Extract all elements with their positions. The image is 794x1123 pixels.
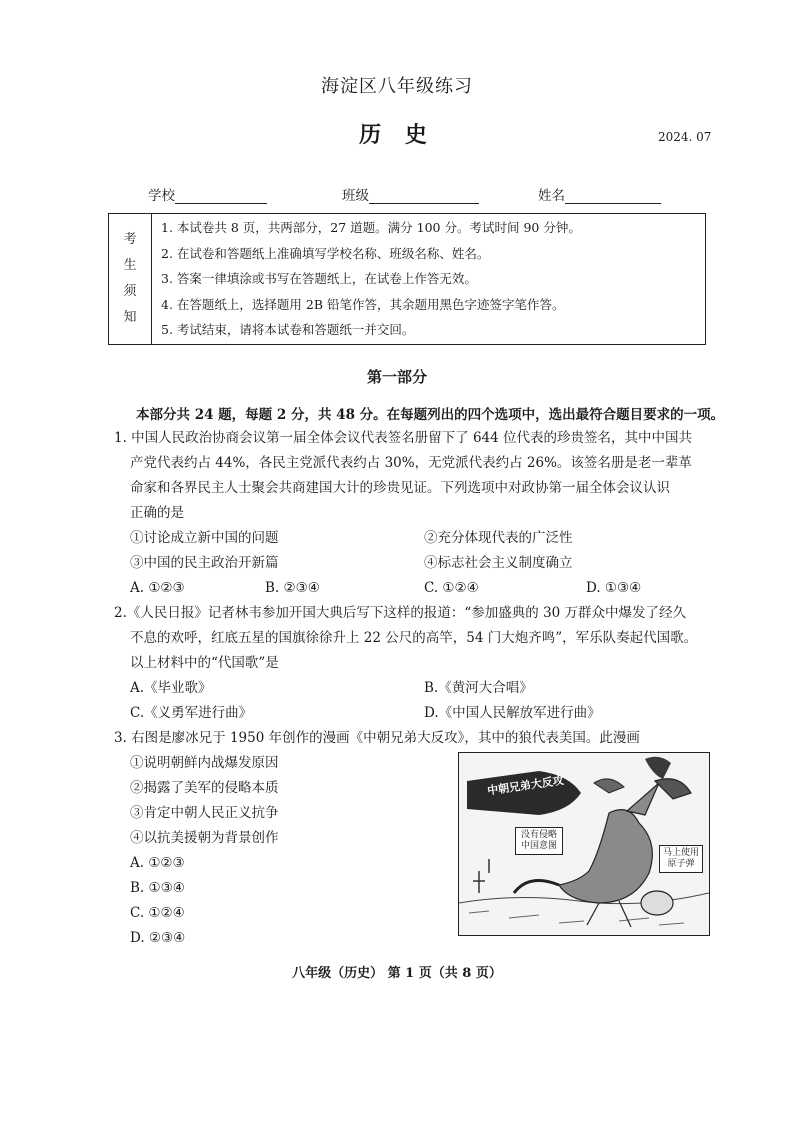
q1-line: 1. 中国人民政治协商会议第一届全体会议代表签名册留下了 644 位代表的珍贵签名，其中中国共 <box>114 430 693 446</box>
q1-statement: ①讨论成立新中国的问题 <box>130 530 279 546</box>
q2-option-d[interactable]: D.《中国人民解放军进行曲》 <box>424 705 601 721</box>
class-blank <box>369 189 479 204</box>
part-intro: 本部分共 24 题，每题 2 分，共 48 分。在每题列出的四个选项中，选出最符合题目要求的一项。 <box>136 407 725 423</box>
q3-statement: ③肯定中朝人民正义抗争 <box>130 805 279 821</box>
class-field <box>342 184 479 204</box>
school-blank <box>175 189 267 204</box>
q3-option-a[interactable]: A. ①②③ <box>130 855 185 871</box>
q3-stem: 3. 右图是廖冰兄于 1950 年创作的漫画《中朝兄弟大反攻》，其中的狼代表美国。此漫画 <box>114 730 640 746</box>
exam-date: 2024. 07 <box>658 130 712 144</box>
q2-line: 不息的欢呼，红底五星的国旗徐徐升上 22 公尺的高竿，54 门大炮齐鸣”，军乐队奏起代国歌。 <box>130 630 698 646</box>
helmet-shape <box>594 779 624 793</box>
school-field <box>148 184 267 204</box>
name-label: 姓名 <box>538 188 565 204</box>
q3-option-c[interactable]: C. ①②④ <box>130 905 185 921</box>
notice-side-label: 考 生 须 知 <box>109 214 152 345</box>
q2-line: 2.《人民日报》记者林韦参加开国大典后写下这样的报道：“参加盛典的 30 万群众中爆发了经久 <box>114 605 687 621</box>
q3-statement: ②揭露了美军的侵略本质 <box>130 780 279 796</box>
q1-option-c[interactable]: C. ①②④ <box>424 580 479 596</box>
exam-title: 海淀区八年级练习 <box>321 76 473 97</box>
tag-atomic-bomb: 马上使用原子弹 <box>659 845 703 873</box>
notice-items <box>152 214 706 345</box>
q2-option-b[interactable]: B.《黄河大合唱》 <box>424 680 533 696</box>
class-label: 班级 <box>342 188 369 204</box>
q1-option-a[interactable]: A. ①②③ <box>130 580 185 596</box>
subject-title: 历 史 <box>359 122 435 148</box>
q1-statement: ③中国的民主政治开新篇 <box>130 555 279 571</box>
q2-option-a[interactable]: A.《毕业歌》 <box>130 680 212 696</box>
name-blank <box>565 189 661 204</box>
tag-no-invasion: 没有侵略中国意图 <box>515 827 563 855</box>
notice-item: 3. 答案一律填涂或书写在答题纸上，在试卷上作答无效。 <box>161 271 477 286</box>
q1-option-b[interactable]: B. ②③④ <box>265 580 320 596</box>
bomb-shape <box>641 891 673 915</box>
q3-option-d[interactable]: D. ②③④ <box>130 930 186 946</box>
notice-item: 2. 在试卷和答题纸上准确填写学校名称、班级名称、姓名。 <box>161 245 490 261</box>
cartoon-image <box>458 752 710 936</box>
q1-statement: ②充分体现代表的广泛性 <box>424 530 573 546</box>
exam-notice-box <box>108 213 706 345</box>
q1-line: 产党代表约占 44%，各民主党派代表约占 30%，无党派代表约占 26%。该签名册是老一辈革 <box>130 455 692 471</box>
part-title: 第一部分 <box>366 368 427 386</box>
q3-statement: ④以抗美援朝为背景创作 <box>130 830 279 846</box>
notice-item: 5. 考试结束，请将本试卷和答题纸一并交回。 <box>161 322 415 337</box>
shell-label: 中朝兄弟大反攻 <box>486 773 565 798</box>
q1-statement: ④标志社会主义制度确立 <box>424 555 573 571</box>
q2-option-c[interactable]: C.《义勇军进行曲》 <box>130 705 253 721</box>
notice-item: 4. 在答题纸上，选择题用 2B 铅笔作答，其余题用黑色字迹签字笔作答。 <box>161 296 565 312</box>
name-field <box>538 184 661 204</box>
q1-line: 命家和各界民主人士聚会共商建国大计的珍贵见证。下列选项中对政协第一届全体会议认识 <box>130 480 670 496</box>
q2-line: 以上材料中的“代国歌”是 <box>130 655 279 671</box>
flying-object <box>645 757 671 779</box>
q1-line: 正确的是 <box>130 505 184 521</box>
school-label: 学校 <box>148 188 175 204</box>
cartoon-drawing <box>459 753 709 935</box>
notice-item: 1. 本试卷共 8 页，共两部分，27 道题。满分 100 分。考试时间 90 分钟。 <box>161 220 581 235</box>
q1-option-d[interactable]: D. ①③④ <box>586 580 642 596</box>
q3-statement: ①说明朝鲜内战爆发原因 <box>130 755 279 771</box>
page-footer: 八年级（历史） 第 1 页（共 8 页） <box>292 966 502 981</box>
bush-shape <box>473 859 489 893</box>
q3-option-b[interactable]: B. ①③④ <box>130 880 185 896</box>
